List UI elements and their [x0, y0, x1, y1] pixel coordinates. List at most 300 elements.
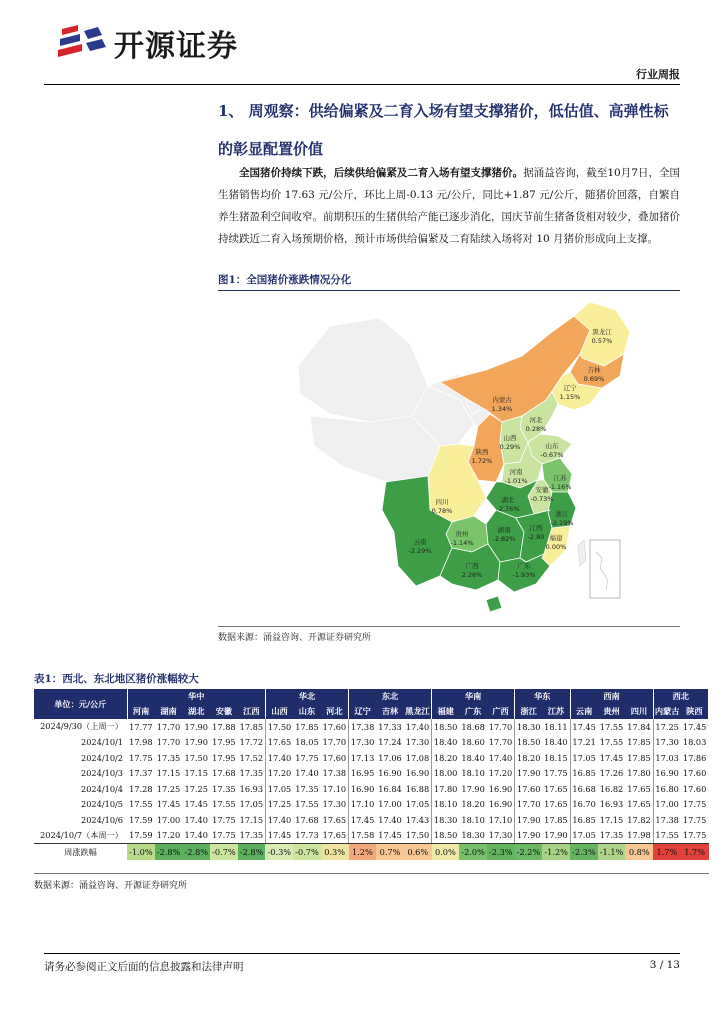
price-cell: 17.05 — [404, 797, 432, 813]
price-cell: 17.35 — [295, 783, 319, 794]
price-cell: 16.84 — [378, 783, 402, 794]
change-cell: -1.1% — [598, 844, 626, 861]
map-label-name: 辽宁 — [563, 384, 577, 392]
price-cell: 18.03 — [682, 737, 707, 748]
table-row — [34, 812, 709, 828]
price-cell: 17.75 — [682, 799, 707, 810]
price-cell: 16.70 — [572, 799, 596, 810]
map-label-name: 黑龙江 — [592, 328, 612, 336]
province-header: 内蒙古 — [653, 704, 681, 719]
region-hainan — [486, 596, 502, 612]
price-cell: 17.20 — [155, 828, 183, 844]
price-cell: 17.90 — [184, 737, 208, 748]
price-cell: 17.35 — [156, 752, 181, 763]
row-date: 2024/10/1 — [81, 737, 123, 748]
price-cell: 17.55 — [653, 828, 681, 844]
price-cell: 17.85 — [625, 735, 653, 751]
price-cell: 17.90 — [461, 783, 485, 794]
price-cell: 17.15 — [156, 768, 181, 779]
price-cell: 17.70 — [156, 737, 181, 748]
map-label-name: 福建 — [549, 534, 563, 542]
price-cell: 18.00 — [433, 768, 458, 779]
price-cell: 17.45 — [599, 752, 624, 763]
price-cell: 17.00 — [156, 814, 181, 825]
change-cell: 1.7% — [681, 844, 709, 861]
price-cell: 18.30 — [433, 814, 458, 825]
price-cell: 17.35 — [238, 828, 266, 844]
price-cell: 17.90 — [515, 828, 543, 844]
price-cell: 18.20 — [433, 752, 458, 763]
price-cell: 17.60 — [682, 768, 707, 779]
price-cell: 17.65 — [321, 828, 349, 844]
figure-caption: 图1：全国猪价涨跌情况分化 — [218, 274, 352, 286]
price-cell: 17.40 — [184, 814, 208, 825]
price-cell: 17.40 — [267, 814, 292, 825]
price-cell: 17.40 — [378, 814, 402, 825]
price-cell: 17.15 — [184, 768, 208, 779]
price-cell: 16.80 — [655, 783, 679, 794]
table-row — [34, 766, 709, 782]
row-date: 2024/10/3 — [81, 768, 123, 779]
change-cell: -0.7% — [293, 844, 321, 861]
price-cell: 17.65 — [625, 781, 653, 797]
price-cell: 17.80 — [433, 783, 458, 794]
price-cell: 17.68 — [295, 814, 319, 825]
weekly-change-row — [34, 844, 709, 861]
body-paragraph — [218, 162, 680, 250]
row-date: 2024/10/6 — [81, 814, 123, 825]
map-label-value: 0.57% — [591, 337, 613, 345]
price-cell: 16.85 — [572, 814, 596, 825]
map-label-value: -1.93% — [512, 571, 536, 579]
price-cell: 17.25 — [655, 721, 679, 732]
change-cell: 0.3% — [321, 844, 349, 861]
price-cell: 17.25 — [267, 799, 292, 810]
price-cell: 17.21 — [572, 737, 596, 748]
figure-source: 数据来源：涌益咨询、开源证券研究所 — [218, 633, 372, 643]
province-header: 江西 — [238, 704, 266, 719]
table-province-header — [34, 704, 709, 719]
map-label-name: 吉林 — [587, 366, 601, 374]
price-cell: 17.05 — [238, 797, 266, 813]
change-cell: 0.8% — [625, 844, 653, 861]
price-cell: 17.52 — [238, 750, 266, 766]
price-cell: 17.30 — [350, 737, 375, 748]
price-cell: 17.05 — [267, 783, 292, 794]
map-label-name: 湖北 — [501, 496, 515, 504]
price-cell: 17.40 — [267, 752, 292, 763]
map-label-name: 江西 — [529, 524, 543, 532]
price-cell: 17.25 — [184, 783, 208, 794]
price-cell: 18.40 — [542, 735, 570, 751]
map-label-name: 山西 — [503, 434, 517, 442]
price-cell: 16.85 — [572, 768, 596, 779]
report-type: 行业周报 — [636, 68, 680, 81]
price-cell: 17.50 — [184, 752, 208, 763]
map-label-name: 浙江 — [555, 510, 569, 518]
weekly-change-label: 周涨跌幅 — [64, 846, 97, 857]
price-cell: 17.03 — [655, 752, 679, 763]
section-heading: 1、 周观察：供给偏紧及二育入场有望支撑猪价，低估值、高弹性标的彰显配置价值 — [218, 102, 669, 158]
map-label-value: 0.28% — [525, 425, 547, 433]
change-cell: -2.8% — [182, 844, 210, 861]
price-cell: 18.11 — [542, 719, 570, 735]
price-cell: 17.60 — [516, 783, 541, 794]
price-cell: 17.37 — [129, 768, 153, 779]
price-cell: 18.20 — [516, 752, 541, 763]
price-cell: 17.45 — [265, 828, 293, 844]
map-label-value: -2.80 — [527, 533, 545, 541]
price-cell: 17.15 — [238, 812, 266, 828]
province-header: 四川 — [625, 704, 653, 719]
province-header: 黑龙江 — [404, 704, 432, 719]
map-label-name: 安徽 — [535, 486, 549, 494]
table-row — [34, 828, 709, 844]
price-cell: 17.33 — [378, 721, 402, 732]
map-label-value: 0.78% — [431, 507, 453, 515]
price-cell: 17.45 — [156, 799, 181, 810]
price-cell: 17.08 — [404, 750, 432, 766]
row-date: 2024/10/5 — [81, 799, 123, 810]
change-cell: -0.3% — [265, 844, 293, 861]
region-group-header: 西北 — [653, 689, 708, 704]
price-cell: 17.10 — [321, 781, 349, 797]
region-group-header: 华北 — [265, 689, 348, 704]
row-date: 2024/10/2 — [81, 752, 123, 763]
price-cell: 17.70 — [321, 735, 349, 751]
map-label-value: 1.34% — [491, 405, 513, 413]
price-cell: 17.90 — [516, 768, 541, 779]
price-cell: 17.86 — [682, 752, 707, 763]
map-label-value: -2.29% — [408, 547, 432, 555]
province-header: 辽宁 — [349, 704, 377, 719]
price-cell: 17.40 — [295, 768, 319, 779]
price-cell: 17.35 — [212, 783, 236, 794]
row-date: 2024/9/30（上周一） — [40, 721, 123, 732]
map-label-value: -1.16% — [548, 483, 572, 491]
price-cell: 17.75 — [129, 752, 153, 763]
table-row — [34, 719, 709, 735]
change-cell: -2.8% — [238, 844, 266, 861]
price-cell: 17.75 — [681, 828, 709, 844]
price-cell: 17.40 — [487, 750, 515, 766]
china-price-map — [290, 296, 636, 618]
change-cell: -2.3% — [570, 844, 598, 861]
price-cell: 18.40 — [461, 752, 485, 763]
price-cell: 17.60 — [682, 783, 707, 794]
price-cell: 17.55 — [599, 721, 624, 732]
region-group-header: 华中 — [127, 689, 265, 704]
price-cell: 18.30 — [459, 828, 487, 844]
change-cell: -2.2% — [515, 844, 543, 861]
map-label-name: 陕西 — [475, 448, 489, 456]
price-cell: 17.59 — [129, 814, 153, 825]
province-header: 湖南 — [155, 704, 183, 719]
price-cell: 17.85 — [625, 750, 653, 766]
price-cell: 17.45 — [572, 721, 596, 732]
price-cell: 18.15 — [542, 750, 570, 766]
price-cell: 17.38 — [321, 766, 349, 782]
map-label-value: 0.29% — [499, 443, 521, 451]
price-cell: 17.35 — [238, 766, 266, 782]
map-label-value: -1.14% — [450, 539, 474, 547]
change-cell: -1.0% — [127, 844, 155, 861]
paragraph-lead: 全国猪价持续下跌，后续供给偏紧及二育入场有望支撑猪价。 — [239, 167, 524, 179]
map-label-value: 1.72% — [471, 457, 493, 465]
header-divider — [44, 84, 680, 85]
change-cell: 0.6% — [404, 844, 432, 861]
price-cell: 16.88 — [404, 781, 432, 797]
table-source: 数据来源：涌益咨询、开源证券研究所 — [34, 881, 188, 891]
price-cell: 17.68 — [212, 768, 236, 779]
price-cell: 17.75 — [542, 766, 570, 782]
figure-caption-rule — [218, 290, 680, 291]
price-cell: 17.98 — [625, 828, 653, 844]
price-cell: 17.45 — [682, 721, 707, 732]
map-label-value: -2.19% — [550, 519, 574, 527]
change-cell: 0.0% — [432, 844, 460, 861]
price-cell: 17.40 — [404, 719, 432, 735]
table-caption: 表1：西北、东北地区猪价涨幅较大 — [34, 673, 199, 685]
price-cell: 17.13 — [350, 752, 375, 763]
price-cell: 17.70 — [156, 721, 181, 732]
price-cell: 16.90 — [487, 781, 515, 797]
map-label-value: -2.76% — [496, 505, 520, 513]
province-header: 贵州 — [598, 704, 626, 719]
price-cell: 17.65 — [321, 812, 349, 828]
province-header: 山西 — [265, 704, 293, 719]
price-cell: 17.59 — [127, 828, 155, 844]
price-cell: 17.50 — [404, 828, 432, 844]
price-cell: 18.30 — [516, 721, 541, 732]
price-cell: 17.15 — [599, 814, 624, 825]
figure-source-rule — [218, 626, 680, 627]
map-label-value: 2.26% — [461, 571, 483, 579]
price-cell: 17.88 — [212, 721, 236, 732]
price-cell: 18.10 — [461, 814, 485, 825]
price-cell: 17.58 — [349, 828, 377, 844]
map-label-value: 0.00% — [545, 543, 567, 551]
price-cell: 17.75 — [212, 814, 236, 825]
price-cell: 17.84 — [625, 719, 653, 735]
price-cell: 18.68 — [461, 721, 485, 732]
table-row — [34, 750, 709, 766]
price-cell: 17.06 — [378, 752, 402, 763]
province-header: 福建 — [432, 704, 460, 719]
map-label-name: 河南 — [509, 468, 523, 476]
map-label-value: -0.73% — [530, 495, 554, 503]
unit-header: 单位：元/公斤 — [34, 689, 127, 719]
price-cell: 17.45 — [376, 828, 404, 844]
price-cell: 18.40 — [433, 737, 458, 748]
map-label-value: -0.67% — [540, 451, 564, 459]
map-label-value: -1.01% — [504, 477, 528, 485]
price-cell: 17.35 — [598, 828, 626, 844]
price-cell: 17.80 — [625, 766, 653, 782]
price-cell: 16.90 — [378, 768, 402, 779]
price-cell: 16.95 — [350, 768, 375, 779]
price-cell: 17.00 — [655, 799, 679, 810]
price-cell: 17.05 — [572, 752, 596, 763]
price-cell: 17.25 — [156, 783, 181, 794]
price-cell: 16.93 — [599, 799, 624, 810]
change-cell: -2.0% — [459, 844, 487, 861]
price-cell: 17.95 — [212, 752, 236, 763]
price-cell: 16.90 — [350, 783, 375, 794]
map-label-value: 1.15% — [559, 393, 581, 401]
change-cell: 0.7% — [376, 844, 404, 861]
price-cell: 17.85 — [295, 721, 319, 732]
price-cell: 17.05 — [570, 828, 598, 844]
price-cell: 17.82 — [625, 812, 653, 828]
region-tibet — [310, 416, 440, 482]
price-cell: 17.26 — [599, 768, 624, 779]
price-cell: 17.75 — [210, 828, 238, 844]
table-row — [34, 781, 709, 797]
price-cell: 17.00 — [378, 799, 402, 810]
price-cell: 17.10 — [487, 812, 515, 828]
region-taiwan — [578, 540, 586, 566]
price-cell: 17.30 — [321, 797, 349, 813]
map-label-name: 河北 — [529, 416, 543, 424]
province-header: 河南 — [127, 704, 155, 719]
price-cell: 17.77 — [129, 721, 153, 732]
price-cell: 17.30 — [655, 737, 679, 748]
table-source-rule — [34, 873, 709, 874]
map-label-name: 广东 — [517, 562, 531, 570]
price-cell: 18.05 — [295, 737, 319, 748]
price-table — [34, 689, 709, 860]
logo-text: 开源证券 — [114, 29, 238, 64]
map-label-value: -2.82% — [492, 535, 516, 543]
price-cell: 17.10 — [350, 799, 375, 810]
footer-disclaimer: 请务必参阅正文后面的信息披露和法律声明 — [44, 961, 244, 973]
table-group-header — [34, 689, 709, 704]
south-sea-inset — [590, 540, 620, 598]
price-cell: 17.85 — [542, 812, 570, 828]
price-cell: 17.30 — [404, 735, 432, 751]
price-cell: 17.85 — [238, 719, 266, 735]
price-cell: 17.38 — [655, 814, 679, 825]
region-group-header: 华东 — [515, 689, 570, 704]
price-cell: 17.65 — [542, 797, 570, 813]
price-cell: 17.60 — [321, 719, 349, 735]
price-cell: 16.90 — [404, 766, 432, 782]
change-cell: 1.7% — [653, 844, 681, 861]
price-cell: 18.20 — [461, 799, 485, 810]
price-cell: 17.43 — [404, 812, 432, 828]
province-header: 浙江 — [515, 704, 543, 719]
map-label-name: 内蒙古 — [492, 396, 512, 404]
price-cell: 17.55 — [599, 737, 624, 748]
change-cell: -2.3% — [487, 844, 515, 861]
price-cell: 16.68 — [572, 783, 596, 794]
change-cell: -1.2% — [542, 844, 570, 861]
price-cell: 17.75 — [682, 814, 707, 825]
price-cell: 18.50 — [516, 737, 541, 748]
price-cell: 17.20 — [267, 768, 292, 779]
map-label-value: 0.69% — [583, 375, 605, 383]
price-cell: 16.93 — [238, 781, 266, 797]
price-cell: 17.30 — [487, 828, 515, 844]
price-cell: 18.10 — [433, 799, 458, 810]
price-cell: 17.95 — [212, 737, 236, 748]
footer-divider — [44, 953, 680, 954]
row-date: 2024/10/7（本周一） — [34, 828, 127, 844]
change-cell: -0.7% — [210, 844, 238, 861]
price-cell: 17.60 — [321, 750, 349, 766]
price-cell: 17.24 — [378, 737, 402, 748]
price-cell: 16.82 — [599, 783, 624, 794]
price-cell: 18.50 — [433, 721, 458, 732]
region-group-header: 东北 — [349, 689, 432, 704]
price-cell: 17.70 — [516, 799, 541, 810]
change-cell: -2.8% — [155, 844, 183, 861]
price-cell: 17.90 — [184, 721, 208, 732]
price-cell: 17.75 — [295, 752, 319, 763]
price-cell: 17.73 — [293, 828, 321, 844]
price-cell: 17.65 — [542, 781, 570, 797]
price-cell: 18.50 — [432, 828, 460, 844]
map-label-name: 云南 — [413, 538, 427, 546]
map-label-name: 山东 — [545, 442, 559, 450]
region-xinjiang — [298, 318, 428, 422]
province-header: 广东 — [459, 704, 487, 719]
change-cell: 1.2% — [349, 844, 377, 861]
province-header: 山东 — [293, 704, 321, 719]
map-label-name: 湖南 — [497, 526, 511, 534]
region-group-header: 华南 — [432, 689, 515, 704]
paragraph-body: 据涌益咨询，截至10月7日，全国生猪销售均价 17.63 元/公斤，环比上周-0.13 元/公斤，同比+1.87 元/公斤，随猪价回落，自繁自养生猪盈利空间收窄。前期积压的生猪供给产能已逐步消化，国庆节前生猪备货相对较少，叠加猪价持续跌近二育入场预期价格，预计市场供给偏紧及二育陆续入场将对 10 月猪价形成向上支撑。 — [218, 167, 681, 245]
price-cell: 17.50 — [267, 721, 292, 732]
price-cell: 17.45 — [184, 799, 208, 810]
map-label-name: 江苏 — [553, 474, 567, 482]
province-header: 云南 — [570, 704, 598, 719]
price-cell: 17.70 — [487, 735, 515, 751]
price-cell: 17.20 — [487, 766, 515, 782]
price-cell: 18.10 — [461, 768, 485, 779]
price-cell: 17.65 — [625, 797, 653, 813]
company-logo — [58, 22, 238, 64]
price-cell: 17.45 — [350, 814, 375, 825]
province-header: 江苏 — [542, 704, 570, 719]
price-cell: 16.90 — [487, 797, 515, 813]
logo-mark-icon — [58, 23, 108, 63]
province-header: 湖北 — [182, 704, 210, 719]
row-date: 2024/10/4 — [81, 783, 123, 794]
province-header: 广西 — [487, 704, 515, 719]
map-label-name: 四川 — [435, 498, 449, 506]
province-header: 河北 — [321, 704, 349, 719]
table-row — [34, 735, 709, 751]
province-header: 安徽 — [210, 704, 238, 719]
price-cell: 17.90 — [542, 828, 570, 844]
map-label-name: 广西 — [465, 562, 479, 570]
price-cell: 17.70 — [487, 719, 515, 735]
price-cell: 17.90 — [516, 814, 541, 825]
price-cell: 17.55 — [295, 799, 319, 810]
province-header: 陕西 — [681, 704, 709, 719]
page-number: 3 / 13 — [649, 959, 680, 971]
price-cell: 17.72 — [238, 735, 266, 751]
price-cell: 17.55 — [212, 799, 236, 810]
price-cell: 17.65 — [267, 737, 292, 748]
price-cell: 17.55 — [129, 799, 153, 810]
table-row — [34, 797, 709, 813]
price-cell: 17.38 — [350, 721, 375, 732]
price-cell: 17.28 — [129, 783, 153, 794]
price-cell: 16.90 — [655, 768, 679, 779]
